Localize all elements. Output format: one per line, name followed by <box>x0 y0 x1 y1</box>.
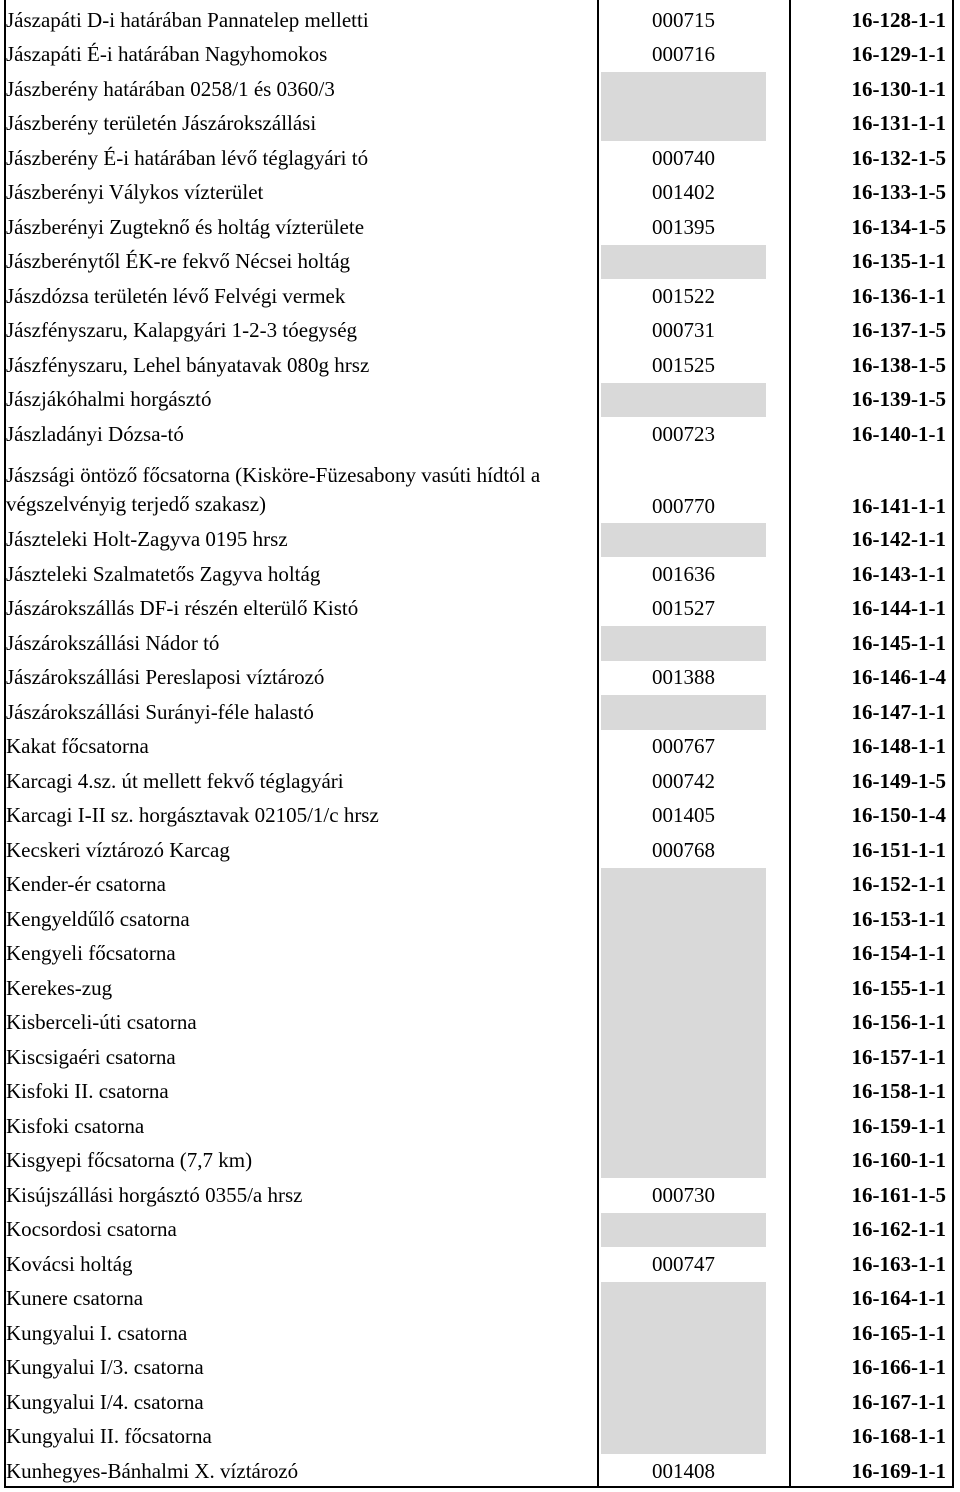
water-name-cell: Jászárokszállási Pereslaposi víztározó <box>6 665 325 690</box>
water-code-cell: 001408 <box>652 1458 715 1483</box>
water-name-cell: Jászfényszaru, Kalapgyári 1-2-3 tóegység <box>6 318 358 343</box>
water-code-cell <box>601 868 766 903</box>
table-row <box>6 1420 946 1455</box>
table-body <box>6 3 946 1489</box>
water-id-cell: 16-128-1-1 <box>851 7 946 32</box>
table-row <box>6 72 946 107</box>
water-code-cell <box>601 1109 766 1144</box>
water-code-cell <box>601 523 766 558</box>
fishing-waters-table <box>6 3 946 1489</box>
water-name-cell: Kengyeldűlő csatorna <box>6 906 190 931</box>
water-id-cell: 16-129-1-1 <box>851 42 946 67</box>
water-name-cell: Kungyalui I/3. csatorna <box>6 1355 204 1380</box>
water-name-cell: Jászárokszállás DF-i részén elterülő Kistó <box>6 596 359 621</box>
table-row <box>6 417 946 452</box>
table-row <box>6 902 946 937</box>
table-right-border <box>952 0 954 1488</box>
table-row <box>6 868 946 903</box>
table-row <box>6 141 946 176</box>
table-row <box>6 1144 946 1179</box>
table-row <box>6 279 946 314</box>
water-id-cell: 16-152-1-1 <box>851 872 946 897</box>
water-code-cell: 000770 <box>652 493 715 518</box>
water-code-cell <box>601 626 766 661</box>
table-row <box>6 314 946 349</box>
water-id-cell: 16-158-1-1 <box>851 1079 946 1104</box>
table-row <box>6 210 946 245</box>
table-row <box>6 348 946 383</box>
water-id-cell: 16-146-1-4 <box>851 665 946 690</box>
water-id-cell: 16-136-1-1 <box>851 283 946 308</box>
table-row <box>6 1178 946 1213</box>
water-code-cell <box>601 72 766 107</box>
water-id-cell: 16-137-1-5 <box>851 318 946 343</box>
table-row <box>6 1040 946 1075</box>
water-id-cell: 16-140-1-1 <box>851 421 946 446</box>
table-row <box>6 799 946 834</box>
table-row <box>6 1213 946 1248</box>
table-row <box>6 661 946 696</box>
water-code-cell <box>601 971 766 1006</box>
water-name-cell: Karcagi 4.sz. út mellett fekvő téglagyári <box>6 768 344 793</box>
water-code-cell: 000731 <box>652 318 715 343</box>
water-id-cell: 16-164-1-1 <box>851 1286 946 1311</box>
water-code-cell: 001388 <box>652 665 715 690</box>
water-name-cell: Kungyalui I/4. csatorna <box>6 1389 204 1414</box>
water-code-cell: 000723 <box>652 421 715 446</box>
water-id-cell: 16-157-1-1 <box>851 1044 946 1069</box>
water-id-cell: 16-159-1-1 <box>851 1113 946 1138</box>
water-name-cell: Kunhegyes-Bánhalmi X. víztározó <box>6 1458 299 1483</box>
table-row <box>6 592 946 627</box>
water-name-cell: Jászberény területén Jászárokszállási <box>6 111 317 136</box>
water-code-cell <box>601 1282 766 1317</box>
water-name-cell: Karcagi I-II sz. horgásztavak 02105/1/c hrsz <box>6 803 379 828</box>
water-id-cell: 16-161-1-5 <box>851 1182 946 1207</box>
water-id-cell: 16-139-1-5 <box>851 387 946 412</box>
water-id-cell: 16-131-1-1 <box>851 111 946 136</box>
water-code-cell: 000768 <box>652 837 715 862</box>
water-id-cell: 16-144-1-1 <box>851 596 946 621</box>
table-row <box>6 1282 946 1317</box>
table-row <box>6 452 946 523</box>
table-row <box>6 730 946 765</box>
water-code-cell: 000716 <box>652 42 715 67</box>
water-id-cell: 16-156-1-1 <box>851 1010 946 1035</box>
water-name-cell: Jászjákóhalmi horgásztó <box>6 387 212 412</box>
water-id-cell: 16-145-1-1 <box>851 630 946 655</box>
water-id-cell: 16-141-1-1 <box>851 493 946 518</box>
water-id-cell: 16-169-1-1 <box>851 1458 946 1483</box>
column-divider-code <box>597 0 599 1488</box>
table-row <box>6 1075 946 1110</box>
water-code-cell: 000715 <box>652 7 715 32</box>
table-row <box>6 3 946 38</box>
table-bottom-border <box>4 1486 954 1488</box>
water-name-cell: Kisfoki II. csatorna <box>6 1079 169 1104</box>
water-id-cell: 16-134-1-5 <box>851 214 946 239</box>
water-name-cell: Jászberény É-i határában lévő téglagyári tó <box>6 145 369 170</box>
table-left-border <box>4 0 6 1488</box>
water-name-cell: Jászfényszaru, Lehel bányatavak 080g hrsz <box>6 352 370 377</box>
table-row <box>6 937 946 972</box>
water-name-cell: Kisgyepi főcsatorna (7,7 km) <box>6 1148 253 1173</box>
table-row <box>6 1351 946 1386</box>
water-name-cell: Jászladányi Dózsa-tó <box>6 421 184 446</box>
water-code-cell <box>601 1006 766 1041</box>
water-name-cell: Jászapáti D-i határában Pannatelep melletti <box>6 7 369 32</box>
water-id-cell: 16-135-1-1 <box>851 249 946 274</box>
water-code-cell: 001636 <box>652 561 715 586</box>
water-name-cell: Kocsordosi csatorna <box>6 1217 177 1242</box>
water-id-cell: 16-138-1-5 <box>851 352 946 377</box>
table-row <box>6 38 946 73</box>
water-code-cell <box>601 1316 766 1351</box>
water-code-cell: 001405 <box>652 803 715 828</box>
table-row <box>6 695 946 730</box>
water-code-cell: 000740 <box>652 145 715 170</box>
water-code-cell: 001522 <box>652 283 715 308</box>
water-code-cell <box>601 107 766 142</box>
water-id-cell: 16-151-1-1 <box>851 837 946 862</box>
water-id-cell: 16-154-1-1 <box>851 941 946 966</box>
water-id-cell: 16-167-1-1 <box>851 1389 946 1414</box>
column-divider-id <box>789 0 791 1488</box>
water-name-cell: Kisfoki csatorna <box>6 1113 145 1138</box>
water-id-cell: 16-133-1-5 <box>851 180 946 205</box>
water-name-cell: Jászberényi Válykos vízterület <box>6 180 264 205</box>
table-row <box>6 1247 946 1282</box>
water-name-cell: Jászárokszállási Surányi-féle halastó <box>6 699 314 724</box>
water-id-cell: 16-148-1-1 <box>851 734 946 759</box>
water-name-cell: Kerekes-zug <box>6 975 113 1000</box>
water-name-cell: Jászberénytől ÉK-re fekvő Nécsei holtág <box>6 249 351 274</box>
water-code-cell <box>601 1420 766 1455</box>
water-id-cell: 16-166-1-1 <box>851 1355 946 1380</box>
water-name-cell: Jászberényi Zugteknő és holtág vízterülete <box>6 214 365 239</box>
water-name-cell: Kengyeli főcsatorna <box>6 941 176 966</box>
table-row <box>6 1316 946 1351</box>
water-id-cell: 16-150-1-4 <box>851 803 946 828</box>
water-code-cell <box>601 1385 766 1420</box>
table-row <box>6 245 946 280</box>
water-name-cell: Kender-ér csatorna <box>6 872 166 897</box>
water-name-cell: Kecskeri víztározó Karcag <box>6 837 230 862</box>
water-id-cell: 16-130-1-1 <box>851 76 946 101</box>
water-name-cell: Kunere csatorna <box>6 1286 144 1311</box>
water-code-cell <box>601 1213 766 1248</box>
water-code-cell <box>601 902 766 937</box>
water-name-cell: Kakat főcsatorna <box>6 734 149 759</box>
water-code-cell: 000742 <box>652 768 715 793</box>
water-id-cell: 16-168-1-1 <box>851 1424 946 1449</box>
table-row <box>6 557 946 592</box>
water-id-cell: 16-160-1-1 <box>851 1148 946 1173</box>
table-row <box>6 833 946 868</box>
table-row <box>6 764 946 799</box>
table-row <box>6 1385 946 1420</box>
water-code-cell: 001395 <box>652 214 715 239</box>
water-id-cell: 16-149-1-5 <box>851 768 946 793</box>
water-id-cell: 16-143-1-1 <box>851 561 946 586</box>
water-code-cell <box>601 1144 766 1179</box>
table-row <box>6 383 946 418</box>
water-code-cell: 001525 <box>652 352 715 377</box>
water-name-cell: Jászárokszállási Nádor tó <box>6 630 220 655</box>
table-row <box>6 971 946 1006</box>
water-id-cell: 16-147-1-1 <box>851 699 946 724</box>
water-code-cell <box>601 1351 766 1386</box>
table-row <box>6 626 946 661</box>
water-name-cell: Kiscsigaéri csatorna <box>6 1044 176 1069</box>
water-code-cell: 001527 <box>652 596 715 621</box>
water-id-cell: 16-165-1-1 <box>851 1320 946 1345</box>
water-name-cell: Jászdózsa területén lévő Felvégi vermek <box>6 283 346 308</box>
table-row <box>6 1109 946 1144</box>
water-name-cell: Jászsági öntöző főcsatorna (Kisköre-Füzesabony vasúti hídtól a végszelvényig terjedő szakasz) <box>6 462 541 516</box>
water-code-cell: 000747 <box>652 1251 715 1276</box>
water-code-cell: 000767 <box>652 734 715 759</box>
table-row <box>6 1006 946 1041</box>
water-id-cell: 16-163-1-1 <box>851 1251 946 1276</box>
water-name-cell: Kisberceli-úti csatorna <box>6 1010 197 1035</box>
water-name-cell: Kisújszállási horgásztó 0355/a hrsz <box>6 1182 303 1207</box>
water-name-cell: Jászteleki Holt-Zagyva 0195 hrsz <box>6 527 288 552</box>
water-code-cell <box>601 695 766 730</box>
table-row <box>6 523 946 558</box>
water-name-cell: Kungyalui II. főcsatorna <box>6 1424 212 1449</box>
water-code-cell <box>601 383 766 418</box>
water-id-cell: 16-132-1-5 <box>851 145 946 170</box>
water-name-cell: Jászteleki Szalmatetős Zagyva holtág <box>6 561 321 586</box>
water-id-cell: 16-162-1-1 <box>851 1217 946 1242</box>
water-code-cell <box>601 245 766 280</box>
water-name-cell: Kovácsi holtág <box>6 1251 133 1276</box>
table-row <box>6 107 946 142</box>
water-name-cell: Jászberény határában 0258/1 és 0360/3 <box>6 76 335 101</box>
table-row <box>6 1454 946 1489</box>
water-code-cell <box>601 1040 766 1075</box>
water-id-cell: 16-153-1-1 <box>851 906 946 931</box>
water-code-cell: 001402 <box>652 180 715 205</box>
water-name-cell: Jászapáti É-i határában Nagyhomokos <box>6 42 328 67</box>
water-code-cell: 000730 <box>652 1182 715 1207</box>
table-row <box>6 176 946 211</box>
water-id-cell: 16-155-1-1 <box>851 975 946 1000</box>
water-name-cell: Kungyalui I. csatorna <box>6 1320 188 1345</box>
water-code-cell <box>601 937 766 972</box>
water-id-cell: 16-142-1-1 <box>851 527 946 552</box>
water-code-cell <box>601 1075 766 1110</box>
